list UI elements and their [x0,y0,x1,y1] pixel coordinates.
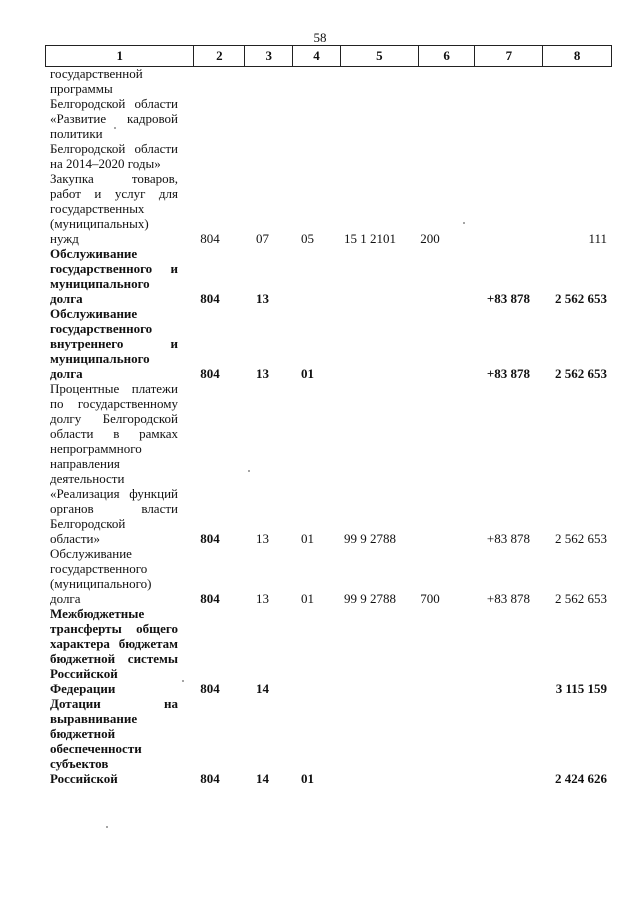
row-name-line: государственного [50,321,153,336]
row-name-line: Обслуживание [50,246,138,261]
row-name-line: Межбюджетные [50,606,145,621]
cell-col-2: 804 [200,366,220,381]
cell-col-6: 700 [420,591,440,606]
row-name-line: трансферты общего [50,621,178,636]
cell-col-2: 804 [200,531,220,546]
row-name [50,246,178,306]
cell-col-3: 13 [256,291,269,306]
scan-speck [182,680,184,682]
header-col-3: 3 [245,46,293,66]
cell-col-2: 804 [200,291,220,306]
row-name-line: «Реализация функций [50,486,178,501]
row-name-line: муниципального [50,351,150,366]
header-col-1: 1 [46,46,194,66]
row-name-line: Белгородской [50,516,126,531]
row-name-line: непрограммного [50,441,142,456]
cell-col-8: 2 562 653 [555,531,607,546]
row-name-line: долга [50,591,81,606]
cell-col-4: 01 [301,531,314,546]
row-name-line: обеспеченности [50,741,142,756]
table-header [45,45,612,67]
cell-col-8: 2 562 653 [555,591,607,606]
row-name-line: государственных [50,201,145,216]
cell-col-8: 3 115 159 [555,681,607,696]
row-name-line: области в рамках [50,426,178,441]
row-name-line: государственной [50,66,143,81]
cell-col-2: 804 [200,231,220,246]
cell-col-3: 13 [256,591,269,606]
row-name-line: направления [50,456,120,471]
row-name-line: работ и услуг для [50,186,178,201]
cell-col-7: +83 878 [486,591,530,606]
row-name-line: бюджетной [50,726,116,741]
row-name-line: на 2014–2020 годы» [50,156,161,171]
scan-speck [248,470,250,472]
header-col-2: 2 [194,46,245,66]
cell-col-4: 05 [301,231,314,246]
cell-col-8: 2 562 653 [555,291,607,306]
cell-col-8: 111 [588,231,607,246]
row-name-line: (муниципальных) [50,216,149,231]
row-name-line: муниципального [50,276,150,291]
cell-col-3: 07 [256,231,269,246]
header-col-7: 7 [475,46,543,66]
row-name-line: Процентные платежи [50,381,178,396]
row-name-line: государственного и [50,261,178,276]
row-name-line: долга [50,291,83,306]
cell-col-3: 14 [256,771,269,786]
scan-speck [106,826,108,828]
row-name-line: Белгородской области [50,96,178,111]
row-name-line: Обслуживание [50,546,132,561]
cell-col-4: 01 [301,366,314,381]
row-name-line: долгу Белгородской [50,411,178,426]
cell-col-5: 99 9 2788 [344,591,396,606]
row-name-line: Федерации [50,681,116,696]
header-col-6: 6 [419,46,476,66]
cell-col-3: 13 [256,531,269,546]
cell-col-6: 200 [420,231,440,246]
row-name-line: области» [50,531,100,546]
cell-col-7: +83 878 [486,291,530,306]
row-name-line: Белгородской области [50,141,178,156]
row-name-line: Российской [50,771,118,786]
header-col-8: 8 [573,48,581,63]
row-name-line: Закупка товаров, [50,171,178,186]
row-name-line: органов власти [50,501,178,516]
row-name-line: политики [50,126,103,141]
row-name-line: внутреннего и [50,336,178,351]
cell-col-3: 13 [256,366,269,381]
row-name [50,306,178,381]
row-name-line: Российской [50,666,118,681]
row-name-line: субъектов [50,756,109,771]
row-name [50,696,178,786]
row-name-line: Обслуживание [50,306,138,321]
cell-col-5: 99 9 2788 [344,531,396,546]
row-name [50,66,178,246]
cell-col-7: +83 878 [486,531,530,546]
row-name-line: (муниципального) [50,576,152,591]
cell-col-8: 2 562 653 [555,366,607,381]
page-number: 58 [313,30,327,45]
row-name-line: нужд [50,231,79,246]
row-name-line: Дотации на [50,696,178,711]
scan-speck [463,222,465,224]
header-col-5: 5 [341,46,419,66]
row-name-line: характера бюджетам [50,636,178,651]
row-name-line: долга [50,366,83,381]
cell-col-2: 804 [200,681,220,696]
cell-col-2: 804 [200,771,220,786]
cell-col-3: 14 [256,681,269,696]
row-name-line: по государственному [50,396,178,411]
row-name-line: государственного [50,561,148,576]
header-col-4: 4 [293,46,341,66]
row-name-line: программы [50,81,113,96]
row-name-line: выравнивание [50,711,138,726]
row-name-line: «Развитие кадровой [50,111,178,126]
scan-speck [114,127,116,129]
cell-col-4: 01 [301,771,314,786]
row-name-line: бюджетной системы [50,651,178,666]
cell-col-7: +83 878 [486,366,530,381]
row-name [50,546,178,606]
cell-col-5: 15 1 2101 [344,231,396,246]
row-name-line: деятельности [50,471,125,486]
cell-col-4: 01 [301,591,314,606]
cell-col-2: 804 [200,591,220,606]
cell-col-8: 2 424 626 [555,771,607,786]
row-name [50,381,178,546]
row-name [50,606,178,696]
